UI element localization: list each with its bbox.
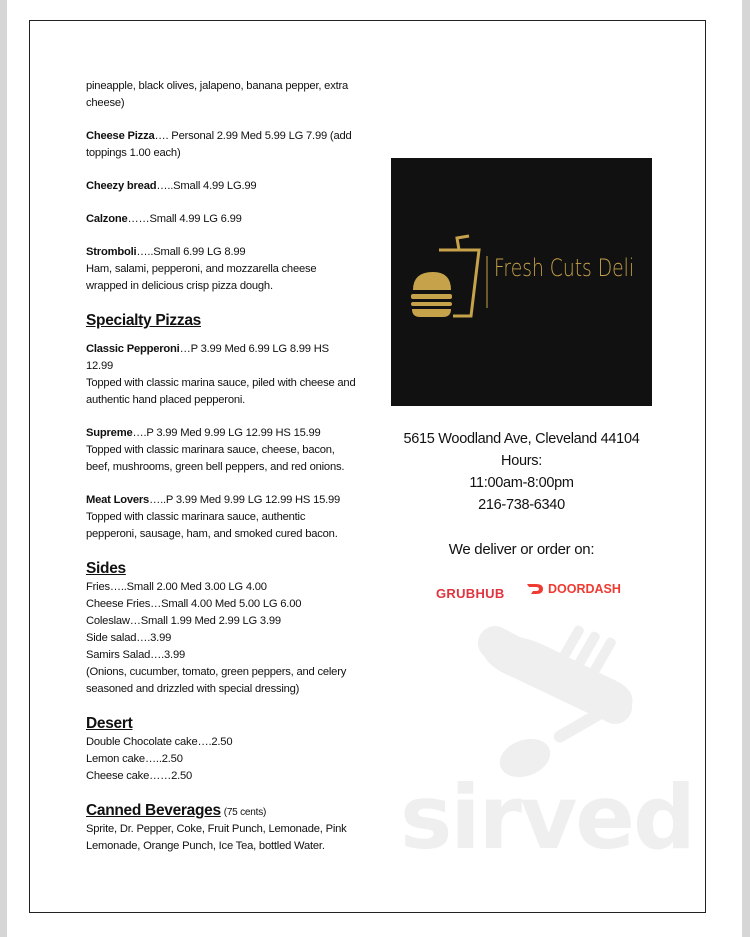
pizza-toppings-tail: pineapple, black olives, jalapeno, banana pepper, extra cheese) [86,80,349,109]
utensils-watermark-icon [400,618,660,788]
logo [391,158,652,406]
list-item: Fries…..Small 2.00 Med 3.00 LG 4.00 [86,581,267,593]
list-item: Lemon cake…..2.50 [86,753,183,765]
item-description: Topped with classic marina sauce, piled with cheese and authentic hand placed pepperoni. [86,377,356,406]
item-description: Ham, salami, pepperoni, and mozzarella cheese wrapped in delicious crisp pizza dough. [86,263,317,292]
item-name: Classic Pepperoni [86,343,180,355]
item-price: ……Small 4.99 LG 6.99 [127,213,242,225]
section-title-specialty: Specialty Pizzas [86,312,201,329]
doordash-label: DOORDASH [548,582,621,596]
item-name: Cheese Pizza [86,130,155,142]
menu-left-column [86,78,356,855]
item-description: Topped with classic marinara sauce, cheese, bacon, beef, mushrooms, green bell peppers, and red onions. [86,444,345,473]
classic-pepperoni-item [86,341,356,409]
list-item: Cheese Fries…Small 4.00 Med 5.00 LG 6.00 [86,598,302,610]
stromboli-item [86,244,356,295]
item-price: …..Small 4.99 LG.99 [156,180,257,192]
beverages-note: (75 cents) [223,807,267,818]
hours: 11:00am-8:00pm [469,475,574,491]
list-item: (Onions, cucumber, tomato, green peppers, and celery seasoned and drizzled with special dressing) [86,666,347,695]
deliver-text: We deliver or order on: [448,541,595,558]
item-name: Stromboli [86,246,137,258]
section-title-desert: Desert [86,715,133,732]
item-price: …..Small 6.99 LG 8.99 [136,246,246,258]
list-item: Samirs Salad….3.99 [86,649,185,661]
section-title-beverages: Canned Beverages [86,802,221,819]
watermark-text: sirved [400,766,694,869]
meat-lovers-item [86,492,356,543]
list-item: Double Chocolate cake….2.50 [86,736,233,748]
list-item: Cheese cake……2.50 [86,770,193,782]
item-name: Supreme [86,427,133,439]
item-name: Calzone [86,213,128,225]
desert-list [86,734,356,785]
item-price: …. Personal 2.99 Med 5.99 LG 7.99 (add toppings 1.00 each) [86,130,352,159]
doordash-icon [526,583,544,595]
item-price: …P 3.99 Med 6.99 LG 8.99 HS 12.99 [86,343,329,372]
cheese-pizza-item [86,128,356,162]
list-item: Coleslaw…Small 1.99 Med 2.99 LG 3.99 [86,615,281,627]
phone: 216-738-6340 [478,497,565,513]
hours-label: Hours: [501,453,542,469]
grubhub-link[interactable]: GRUBHUB [436,586,505,601]
address: 5615 Woodland Ave, Cleveland 44104 [403,431,640,447]
doordash-link[interactable] [526,582,621,596]
contact-info [391,428,652,516]
item-name: Meat Lovers [86,494,150,506]
burger-drink-icon [391,158,652,406]
item-name: Cheezy bread [86,180,157,192]
section-title-sides: Sides [86,560,126,577]
item-description: Topped with classic marinara sauce, authentic pepperoni, sausage, ham, and smoked cured bacon. [86,511,338,540]
item-price: …..P 3.99 Med 9.99 LG 12.99 HS 15.99 [149,494,341,506]
supreme-item [86,425,356,476]
calzone-item [86,211,356,228]
cheezy-bread-item [86,178,356,195]
list-item: Side salad….3.99 [86,632,172,644]
beverages-list: Sprite, Dr. Pepper, Coke, Fruit Punch, Lemonade, Pink Lemonade, Orange Punch, Ice Tea, bottled Water. [86,823,347,852]
sides-list [86,579,356,698]
logo-text: Fresh Cuts Deli [494,254,635,282]
item-price: ….P 3.99 Med 9.99 LG 12.99 HS 15.99 [132,427,321,439]
